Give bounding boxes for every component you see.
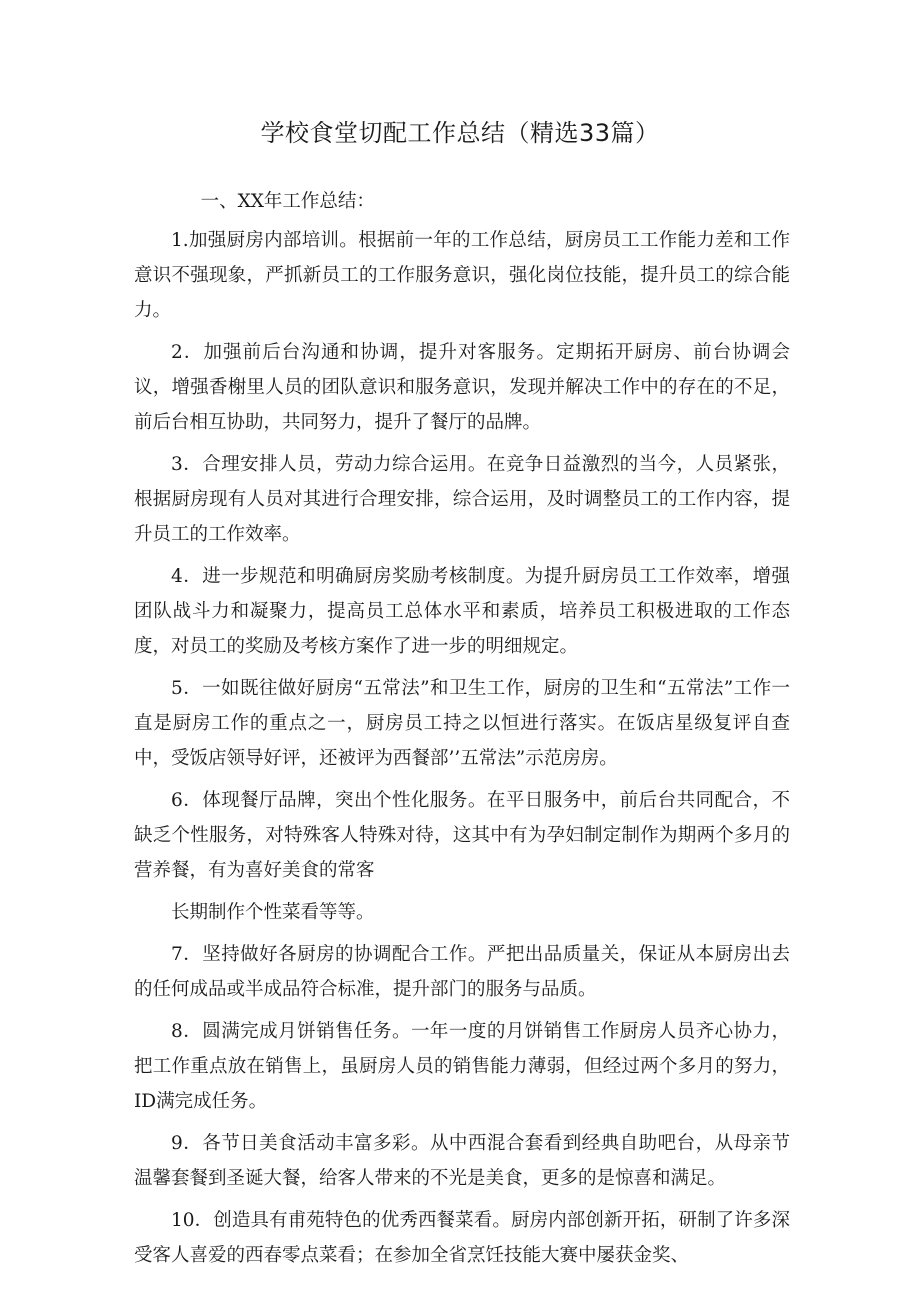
section-heading: 一、XX年工作总结：: [200, 191, 375, 212]
paragraph-4: 4．进一步规范和明确厨房奖励考核制度。为提升厨房员工工作效率，增强团队战斗力和凝聚力，提高员工总体水平和素质，培养员工积极进取的工作态度，对员工的奖励及考核方案作了进一步的明细规定。: [134, 566, 790, 657]
paragraph-10: 10．创造具有甫苑特色的优秀西餐菜看。厨房内部创新开拓，研制了许多深受客人喜爱的西春零点菜看；在参加全省烹饪技能大赛中屡获金奖、: [134, 1210, 790, 1266]
document-body: [134, 184, 790, 1280]
paragraph-8: 8．圆满完成月饼销售任务。一年一度的月饼销售工作厨房人员齐心协力，把工作重点放在销售上，虽厨房人员的销售能力薄弱，但经过两个多月的努力，ID满完成任务。: [134, 1021, 790, 1112]
paragraph-1: 1.加强厨房内部培训。根据前一年的工作总结，厨房员工工作能力差和工作意识不强现象，严抓新员工的工作服务意识，强化岗位技能，提升员工的综合能力。: [134, 230, 790, 321]
paragraph-3: 3．合理安排人员，劳动力综合运用。在竞争日益激烈的当今，人员紧张，根据厨房现有人员对其进行合理安排，综合运用，及时调整员工的工作内容，提升员工的工作效率。: [134, 454, 790, 545]
paragraph-5: 5．一如既往做好厨房“五常法”和卫生工作，厨房的卫生和“五常法”工作一直是厨房工作的重点之一，厨房员工持之以恒进行落实。在饭店星级复评自查中，受饭店领导好评，还被评为西餐部’’五常法”示范房房。: [134, 678, 790, 769]
paragraph-9: 9．各节日美食活动丰富多彩。从中西混合套看到经典自助吧台，从母亲节温馨套餐到圣诞大餐，给客人带来的不光是美食，更多的是惊喜和满足。: [134, 1133, 790, 1189]
paragraph-2: 2．加强前后台沟通和协调，提升对客服务。定期拓开厨房、前台协调会议，增强香榭里人员的团队意识和服务意识，发现并解决工作中的存在的不足，前后台相互协助，共同努力，提升了餐厅的品牌。: [134, 342, 790, 433]
paragraph-7: 7．坚持做好各厨房的协调配合工作。严把出品质量关，保证从本厨房出去的任何成品或半成品符合标准，提升部门的服务与品质。: [134, 944, 790, 1000]
document-title: 学校食堂切配工作总结（精选33篇）: [260, 119, 660, 147]
paragraph-6: 6．体现餐厅品牌，突出个性化服务。在平日服务中，前后台共同配合，不缺乏个性服务，对特殊客人特殊对待，这其中有为孕妇制定制作为期两个多月的营养餐，有为喜好美食的常客: [134, 790, 790, 881]
paragraph-6-continued: 长期制作个性菜看等等。: [171, 902, 375, 923]
